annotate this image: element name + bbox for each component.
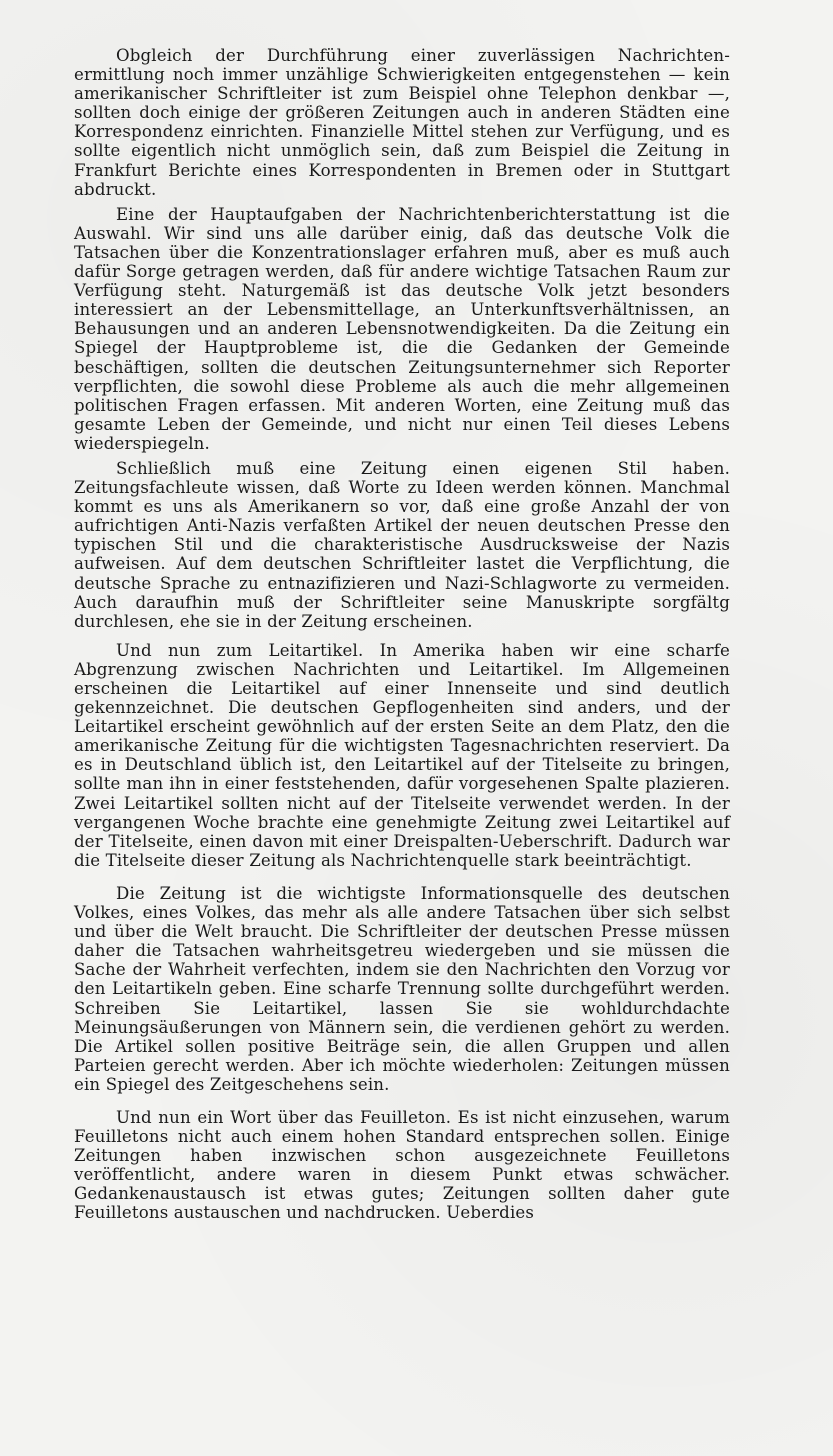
paragraph-selection: Eine der Hauptaufgaben der Nachrichtenberichterstattung ist die Auswahl. Wir sind uns alle darüber einig, daß das deutsche Volk die Tatsachen über die Konzentrationslager erfahren muß, aber es muß auch dafür Sorge getragen werden, daß für andere wichtige Tatsachen Raum zur Verfügung steht. Naturgemäß ist das deutsche Volk jetzt besonders interessiert an der Lebensmittellage, an Unterkunftsverhältnissen, an Behausungen und an anderen Lebensnotwendigkeiten. Da die Zeitung ein Spiegel der Hauptprobleme ist, die die Gedanken der Gemeinde beschäftigen, sollten die deutschen Zeitungsunternehmer sich Reporter verpflichten, die sowohl diese Probleme als auch die mehr allgemeinen politischen Fragen erfassen. Mit anderen Worten, eine Zeitung muß das gesamte Leben der Gemeinde, und nicht nur einen Teil dieses Lebens wiederspiegeln.	[74, 204, 730, 453]
article-column	[74, 46, 730, 1223]
paragraph-feuilleton: Und nun ein Wort über das Feuilleton. Es ist nicht einzusehen, warum Feuilletons nicht auch einem hohen Standard entsprechen sollen. Einige Zeitungen haben inzwischen schon ausgezeichnete Feuilletons veröffentlicht, andere waren in diesem Punkt etwas schwächer. Gedankenaustausch ist etwas gutes; Zeitungen sollten daher gute Feuilletons austauschen und nachdrucken. Ueberdies	[74, 1107, 730, 1223]
paragraph-correspondents: Obgleich der Durchführung einer zuverlässigen Nachrichten-ermittlung noch immer unzählige Schwierigkeiten entgegenstehen — kein amerikanischer Schriftleiter ist zum Beispiel ohne Telephon denkbar —, sollten doch einige der größeren Zeitungen auch in anderen Städten eine Korrespondenz einrichten. Finanzielle Mittel stehen zur Verfügung, und es sollte eigentlich nicht unmöglich sein, daß zum Beispiel die Zeitung in Frankfurt Berichte eines Korrespondenten in Bremen oder in Stuttgart abdruckt.	[74, 46, 730, 199]
paragraph-information-source: Die Zeitung ist die wichtigste Informationsquelle des deutschen Volkes, eines Volkes, das mehr als alle andere Tatsachen über sich selbst und über die Welt braucht. Die Schriftleiter der deutschen Presse müssen daher die Tatsachen wahrheitsgetreu wiedergeben und sie müssen die Sache der Wahrheit verfechten, indem sie den Nachrichten den Vorzug vor den Leitartikeln geben. Eine scharfe Trennung sollte durchgeführt werden. Schreiben Sie Leitartikel, lassen Sie sie wohldurchdachte Meinungsäußerungen von Männern sein, die verdienen gehört zu werden. Die Artikel sollen positive Beiträge sein, die allen Gruppen und allen Parteien gerecht werden. Aber ich möchte wiederholen: Zeitungen müssen ein Spiegel des Zeitgeschehens sein.	[74, 883, 730, 1094]
paragraph-editorial: Und nun zum Leitartikel. In Amerika haben wir eine scharfe Abgrenzung zwischen Nachrichten und Leitartikel. Im Allgemeinen erscheinen die Leitartikel auf einer Innenseite und sind deutlich gekennzeichnet. Die deutschen Gepflogenheiten sind anders, und der Leitartikel erscheint gewöhnlich auf der ersten Seite an dem Platz, den die amerikanische Zeitung für die wichtigsten Tagesnachrichten reserviert. Da es in Deutschland üblich ist, den Leitartikel auf der Titelseite zu bringen, sollte man ihn in einer feststehenden, dafür vorgesehenen Spalte plazieren. Zwei Leitartikel sollten nicht auf der Titelseite verwendet werden. In der vergangenen Woche brachte eine genehmigte Zeitung zwei Leitartikel auf der Titelseite, einen davon mit einer Dreispalten-Ueberschrift. Dadurch war die Titelseite dieser Zeitung als Nachrichtenquelle stark beeinträchtigt.	[74, 640, 730, 870]
paragraph-style: Schließlich muß eine Zeitung einen eigenen Stil haben. Zeitungsfachleute wissen, daß Worte zu Ideen werden können. Manchmal kommt es uns als Amerikanern so vor, daß eine große Anzahl der von aufrichtigen Anti-Nazis verfaßten Artikel der neuen deutschen Presse den typischen Stil und die charakteristische Ausdrucksweise der Nazis aufweisen. Auf dem deutschen Schriftleiter lastet die Verpflichtung, die deutsche Sprache zu entnazifizieren und Nazi-Schlagworte zu vermeiden. Auch daraufhin muß der Schriftleiter seine Manuskripte sorgfältg durchlesen, ehe sie in der Zeitung erscheinen.	[74, 458, 730, 631]
